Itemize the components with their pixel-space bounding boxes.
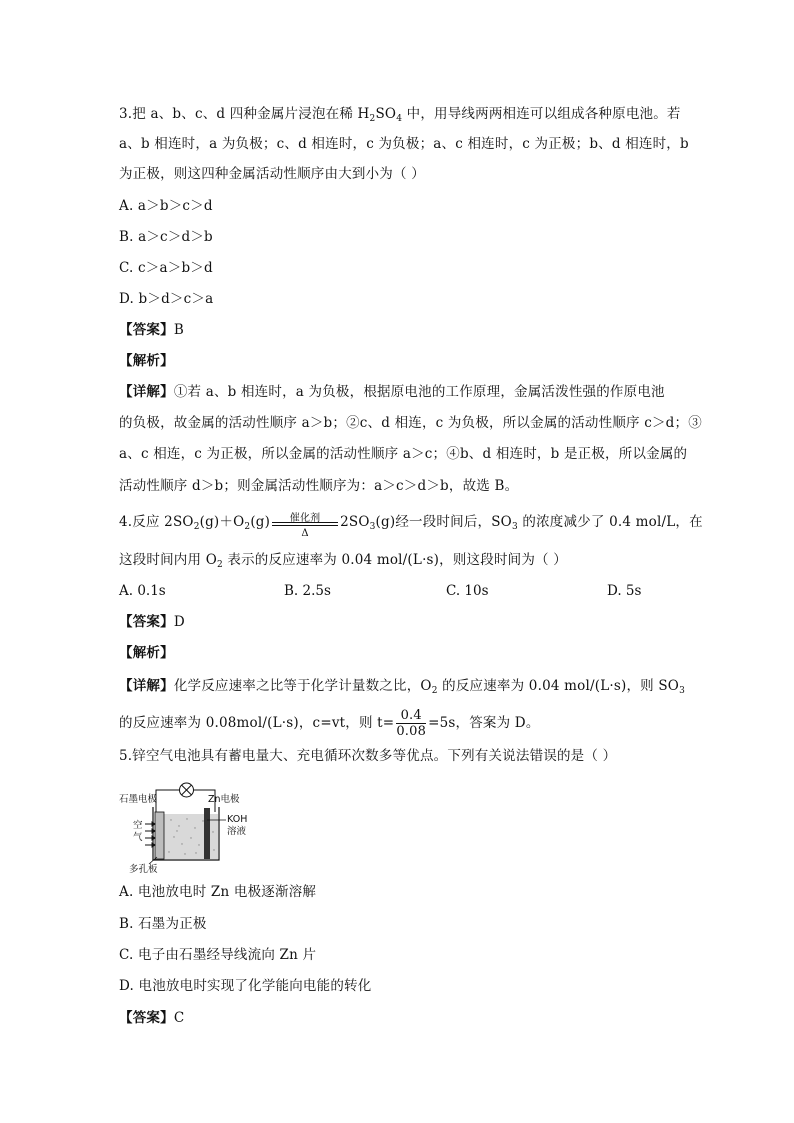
solution-label: 溶液 <box>227 826 247 837</box>
detail-text: 的反应速率为 0.08mol/(L·s)，c=vt，则 t= <box>119 715 395 731</box>
q4-option-d: D. 5s <box>607 583 642 599</box>
detail-text: 化学反应速率之比等于化学计量数之比，O <box>173 678 432 694</box>
fraction-denominator: 0.08 <box>396 724 427 739</box>
answer-label: 【答案】 <box>119 614 174 630</box>
q3-option-c: C. c＞a＞b＞d <box>119 260 213 276</box>
q4-option-c: C. 10s <box>446 583 489 599</box>
q4-option-b: B. 2.5s <box>284 583 331 599</box>
subscript: 2 <box>244 522 251 532</box>
porous-plate-label: 多孔板 <box>129 864 158 875</box>
air-label-2: 气 <box>133 832 143 843</box>
subscript: 2 <box>216 560 223 570</box>
heat-label: Δ <box>301 527 309 539</box>
q4-stem-line-2 <box>119 550 567 575</box>
q4-stem-text: 这段时间内用 O <box>119 552 217 568</box>
subscript: 4 <box>396 114 403 124</box>
q5-answer <box>119 1008 184 1028</box>
detail-text: =5s，答案为 D。 <box>428 715 540 731</box>
q4-stem-text: 表示的反应速率为 0.04 mol/(L·s)，则这段时间为（ ） <box>222 552 567 568</box>
q3-stem-text: 中，用导线两两相连可以组成各种原电池。若 <box>402 106 681 122</box>
koh-label: KOH <box>227 814 248 825</box>
q3-analysis-label: 【解析】 <box>119 353 174 369</box>
graphite-electrode <box>155 812 164 859</box>
q4-detail-line-1 <box>119 676 685 701</box>
zinc-electrode <box>204 808 210 859</box>
subscript: 3 <box>511 522 518 532</box>
detail-label: 【详解】 <box>119 384 174 400</box>
q4-stem-line-1 <box>119 512 703 537</box>
fraction-numerator: 0.4 <box>396 708 426 724</box>
detail-label: 【详解】 <box>119 678 174 694</box>
q4-stem-text: (g)经一段时间后，SO <box>375 514 512 530</box>
detail-text: ①若 a、b 相连时，a 为负极，根据原电池的工作原理，金属活泼性强的作原电池 <box>173 384 665 400</box>
q4-answer <box>119 612 185 632</box>
q4-stem-text: (g) <box>250 514 271 530</box>
subscript: 2 <box>369 114 376 124</box>
fraction <box>396 708 426 739</box>
q5-option-d: D. 电池放电时实现了化学能向电能的转化 <box>119 978 372 994</box>
q5-stem: 5.锌空气电池具有蓄电量大、充电循环次数多等优点。下列有关说法错误的是（ ） <box>119 748 617 764</box>
q4-stem-text: 2SO <box>340 514 370 530</box>
answer-label: 【答案】 <box>119 1010 174 1026</box>
answer-value: D <box>173 614 185 630</box>
zinc-electrode-label: Zn电极 <box>208 794 240 805</box>
q4-option-a: A. 0.1s <box>119 583 166 599</box>
equilibrium-bar-top <box>272 522 338 523</box>
q4-analysis-label: 【解析】 <box>119 645 174 661</box>
q3-answer <box>119 320 184 340</box>
subscript: 2 <box>193 522 200 532</box>
q5-option-c: C. 电子由石墨经导线流向 Zn 片 <box>119 947 317 963</box>
graphite-electrode-label: 石墨电极 <box>119 794 158 805</box>
q3-stem-line-3: 为正极，则这四种金属活动性顺序由大到小为（ ） <box>119 166 425 182</box>
q3-detail-line-4: 活动性顺序 d＞b；则金属活动性顺序为：a＞c＞d＞b，故选 B。 <box>119 478 519 494</box>
q3-detail-line-1 <box>119 382 665 402</box>
catalyst-label: 催化剂 <box>289 512 321 524</box>
answer-value: B <box>173 322 184 338</box>
answer-value: C <box>173 1010 185 1026</box>
q4-stem-text: 4.反应 2SO <box>119 514 194 530</box>
q3-option-a: A. a＞b＞c＞d <box>119 198 213 214</box>
q4-stem-text: 的浓度减少了 0.4 mol/L，在 <box>517 514 703 530</box>
q3-detail-line-3: a、c 相连，c 为正极，所以金属的活动性顺序 a＞c；④b、d 相连时，b 是正极，所以金属的 <box>119 446 688 462</box>
battery-diagram <box>119 782 269 882</box>
reaction-condition-arrow <box>272 512 338 539</box>
q4-detail-line-2 <box>119 706 540 740</box>
subscript: 2 <box>431 686 438 696</box>
answer-label: 【答案】 <box>119 322 174 338</box>
q3-stem-text: SO <box>375 106 397 122</box>
q3-stem-line-1 <box>119 104 681 129</box>
subscript: 3 <box>679 686 686 696</box>
subscript: 3 <box>369 522 376 532</box>
q5-option-b: B. 石墨为正极 <box>119 916 207 932</box>
q4-stem-text: (g)＋O <box>199 514 245 530</box>
air-label-1: 空 <box>133 820 143 831</box>
wire-left <box>156 790 179 812</box>
q3-option-b: B. a＞c＞d＞b <box>119 229 213 245</box>
q5-option-a: A. 电池放电时 Zn 电极逐渐溶解 <box>119 884 317 900</box>
zinc-air-battery-figure <box>119 782 269 886</box>
q3-option-d: D. b＞d＞c＞a <box>119 291 214 307</box>
q3-detail-line-2: 的负极，故金属的活动性顺序 a＞b；②c、d 相连，c 为负极，所以金属的活动性顺序 c＞d；③ <box>119 415 702 431</box>
lamp-icon <box>180 783 194 797</box>
q3-stem-text: 3.把 a、b、c、d 四种金属片浸泡在稀 H <box>119 106 370 122</box>
q3-stem-line-2: a、b 相连时，a 为负极；c、d 相连时，c 为负极；a、c 相连时，c 为正极；b、d 相连时，b <box>119 136 689 152</box>
detail-text: 的反应速率为 0.04 mol/(L·s)，则 SO <box>437 678 680 694</box>
